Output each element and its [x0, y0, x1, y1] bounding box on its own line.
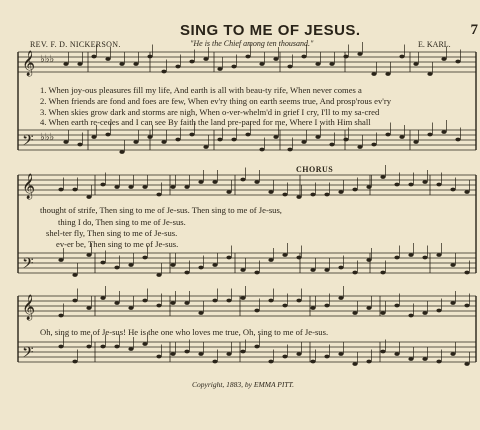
note-head [324, 304, 329, 308]
note-head [352, 311, 357, 315]
note-head [147, 135, 152, 139]
note-head [58, 188, 63, 192]
note-head [58, 314, 63, 318]
note-head [287, 148, 292, 152]
note-head [254, 271, 259, 275]
note-head [105, 133, 110, 137]
note-head [254, 309, 259, 313]
note-head [259, 62, 264, 66]
note-head [366, 185, 371, 189]
svg-text:𝄞: 𝄞 [22, 174, 36, 199]
note-head [63, 62, 68, 66]
composer-credit: E. KARL. [418, 40, 451, 49]
note-head [72, 273, 77, 277]
note-head [380, 311, 385, 315]
chorus-label: CHORUS [296, 165, 334, 174]
note-head [464, 190, 469, 194]
svg-text:𝄢: 𝄢 [22, 344, 34, 365]
note-head [268, 299, 273, 303]
note-head [338, 352, 343, 356]
note-head [142, 342, 147, 346]
verse-3-line-2: shel-ter fly, Then sing to me of Je-sus. [46, 228, 178, 238]
verse-1-line-1: 1. When joy-ous pleasures fill my life, And earth is all with beau-ty rife, When never comes a [40, 85, 362, 95]
note-head [427, 133, 432, 137]
note-head [119, 62, 124, 66]
note-head [450, 352, 455, 356]
note-head [371, 143, 376, 147]
verse-3-line-1: 3. When skies grow dark and storms are nigh, When o-ver-whelm'd in grief I cry, I'll to my sa-cred [40, 107, 380, 117]
note-head [156, 193, 161, 197]
note-head [273, 57, 278, 61]
note-head [282, 253, 287, 257]
note-head [212, 263, 217, 267]
note-head [245, 133, 250, 137]
note-head [184, 271, 189, 275]
page-title: SING TO ME OF JESUS. [180, 22, 361, 39]
note-head [436, 360, 441, 364]
note-head [86, 253, 91, 257]
note-head [161, 70, 166, 74]
note-head [226, 256, 231, 260]
verse-4-line-2: ev-er be, Then sing to me of Je-sus. [56, 239, 179, 249]
note-head [385, 133, 390, 137]
note-head [273, 135, 278, 139]
note-head [226, 352, 231, 356]
note-head [287, 65, 292, 69]
note-head [282, 355, 287, 359]
note-head [170, 301, 175, 305]
note-head [296, 352, 301, 356]
note-head [245, 55, 250, 59]
note-head [128, 185, 133, 189]
verse-2-line-1: 2. When friends are fond and foes are few, When ev'ry thing on earth seems true, And prosp'rous ev'ry [40, 96, 391, 106]
note-head [296, 256, 301, 260]
note-head [408, 183, 413, 187]
note-head [142, 185, 147, 189]
note-head [212, 360, 217, 364]
note-head [324, 268, 329, 272]
note-head [371, 72, 376, 76]
note-head [464, 271, 469, 275]
note-head [450, 263, 455, 267]
note-head [394, 304, 399, 308]
note-head [296, 299, 301, 303]
note-head [170, 185, 175, 189]
verse-4-line-1: 4. When earth re-cedes and I can see By faith the land pre-pared for me, Where I with Him shall [40, 117, 371, 127]
note-head [240, 296, 245, 300]
note-head [324, 193, 329, 197]
note-head [310, 306, 315, 310]
note-head [357, 52, 362, 56]
note-head [394, 256, 399, 260]
note-head [147, 55, 152, 59]
note-head [240, 268, 245, 272]
note-head [399, 55, 404, 59]
note-head [380, 350, 385, 354]
verse-1-line-2: thought of strife, Then sing to me of Je-sus. Then sing to me of Je-sus, [40, 205, 282, 215]
note-head [100, 183, 105, 187]
note-head [259, 148, 264, 152]
note-head [105, 57, 110, 61]
note-head [408, 314, 413, 318]
note-head [464, 362, 469, 366]
note-head [366, 258, 371, 262]
note-head [119, 150, 124, 154]
note-head [310, 360, 315, 364]
note-head [231, 65, 236, 69]
note-head [198, 180, 203, 184]
note-head [226, 190, 231, 194]
note-head [198, 311, 203, 315]
note-head [296, 195, 301, 199]
page-number: 7 [470, 22, 478, 38]
note-head [352, 188, 357, 192]
note-head [380, 271, 385, 275]
note-head [128, 347, 133, 351]
note-head [77, 62, 82, 66]
note-head [282, 193, 287, 197]
author-credit: REV. F. D. NICKERSON. [30, 40, 121, 49]
note-head [385, 72, 390, 76]
note-head [422, 311, 427, 315]
svg-text:♭♭♭: ♭♭♭ [40, 54, 55, 65]
note-head [212, 299, 217, 303]
note-head [422, 256, 427, 260]
svg-text:𝄢: 𝄢 [22, 132, 34, 153]
note-head [310, 193, 315, 197]
note-head [329, 62, 334, 66]
note-head [156, 304, 161, 308]
note-head [72, 188, 77, 192]
note-head [240, 178, 245, 182]
note-head [175, 138, 180, 142]
note-head [366, 306, 371, 310]
note-head [226, 299, 231, 303]
svg-text:𝄞: 𝄞 [22, 51, 36, 76]
note-head [77, 143, 82, 147]
note-head [198, 352, 203, 356]
note-head [413, 62, 418, 66]
note-head [58, 258, 63, 262]
note-head [450, 301, 455, 305]
note-head [338, 296, 343, 300]
note-head [394, 352, 399, 356]
copyright-notice: Copyright, 1883, by EMMA PITT. [192, 380, 295, 389]
note-head [72, 360, 77, 364]
note-head [184, 301, 189, 305]
note-head [413, 140, 418, 144]
note-head [301, 55, 306, 59]
note-head [156, 273, 161, 277]
note-head [315, 62, 320, 66]
note-head [189, 133, 194, 137]
note-head [72, 299, 77, 303]
note-head [198, 266, 203, 270]
note-head [100, 345, 105, 349]
note-head [343, 55, 348, 59]
note-head [427, 72, 432, 76]
note-head [170, 263, 175, 267]
note-head [217, 138, 222, 142]
note-head [422, 180, 427, 184]
note-head [86, 345, 91, 349]
note-head [422, 357, 427, 361]
note-head [254, 345, 259, 349]
note-head [240, 350, 245, 354]
note-head [436, 253, 441, 257]
motto: "He is the Chief among ten thousand." [190, 39, 314, 48]
note-head [114, 185, 119, 189]
note-head [133, 140, 138, 144]
note-head [161, 140, 166, 144]
note-head [217, 67, 222, 71]
note-head [86, 306, 91, 310]
note-head [100, 296, 105, 300]
note-head [338, 266, 343, 270]
note-head [63, 140, 68, 144]
note-head [128, 306, 133, 310]
note-head [394, 183, 399, 187]
note-head [254, 180, 259, 184]
svg-text:𝄞: 𝄞 [22, 295, 36, 320]
note-head [408, 357, 413, 361]
note-head [455, 60, 460, 64]
note-head [91, 135, 96, 139]
note-head [399, 135, 404, 139]
note-head [380, 175, 385, 179]
note-head [450, 188, 455, 192]
note-head [366, 360, 371, 364]
note-head [58, 345, 63, 349]
note-head [301, 140, 306, 144]
note-head [212, 180, 217, 184]
note-head [268, 360, 273, 364]
refrain-line: Oh, sing to me of Je-sus! He is the one who loves me true, Oh, sing to me of Je-sus. [40, 327, 329, 337]
note-head [142, 299, 147, 303]
note-head [203, 57, 208, 61]
note-head [357, 145, 362, 149]
note-head [203, 145, 208, 149]
note-head [436, 183, 441, 187]
svg-text:𝄢: 𝄢 [22, 255, 34, 276]
note-head [455, 138, 460, 142]
note-head [315, 135, 320, 139]
note-head [184, 185, 189, 189]
note-head [156, 355, 161, 359]
note-head [114, 301, 119, 305]
verse-2-line-2: thing I do, Then sing to me of Je-sus. [58, 217, 186, 227]
note-head [268, 190, 273, 194]
note-head [343, 138, 348, 142]
note-head [352, 362, 357, 366]
note-head [133, 62, 138, 66]
note-head [441, 57, 446, 61]
note-head [114, 266, 119, 270]
note-head [189, 60, 194, 64]
note-head [352, 271, 357, 275]
note-head [408, 253, 413, 257]
note-head [464, 304, 469, 308]
note-head [436, 309, 441, 313]
note-head [231, 138, 236, 142]
note-head [100, 261, 105, 265]
note-head [338, 190, 343, 194]
note-head [324, 355, 329, 359]
note-head [184, 350, 189, 354]
note-head [91, 55, 96, 59]
note-head [282, 304, 287, 308]
note-head [310, 268, 315, 272]
note-head [142, 256, 147, 260]
note-head [441, 130, 446, 134]
note-head [170, 352, 175, 356]
svg-text:♭♭♭: ♭♭♭ [40, 132, 55, 143]
note-head [268, 258, 273, 262]
note-head [114, 345, 119, 349]
note-head [128, 263, 133, 267]
note-head [175, 65, 180, 69]
note-head [329, 143, 334, 147]
note-head [86, 195, 91, 199]
